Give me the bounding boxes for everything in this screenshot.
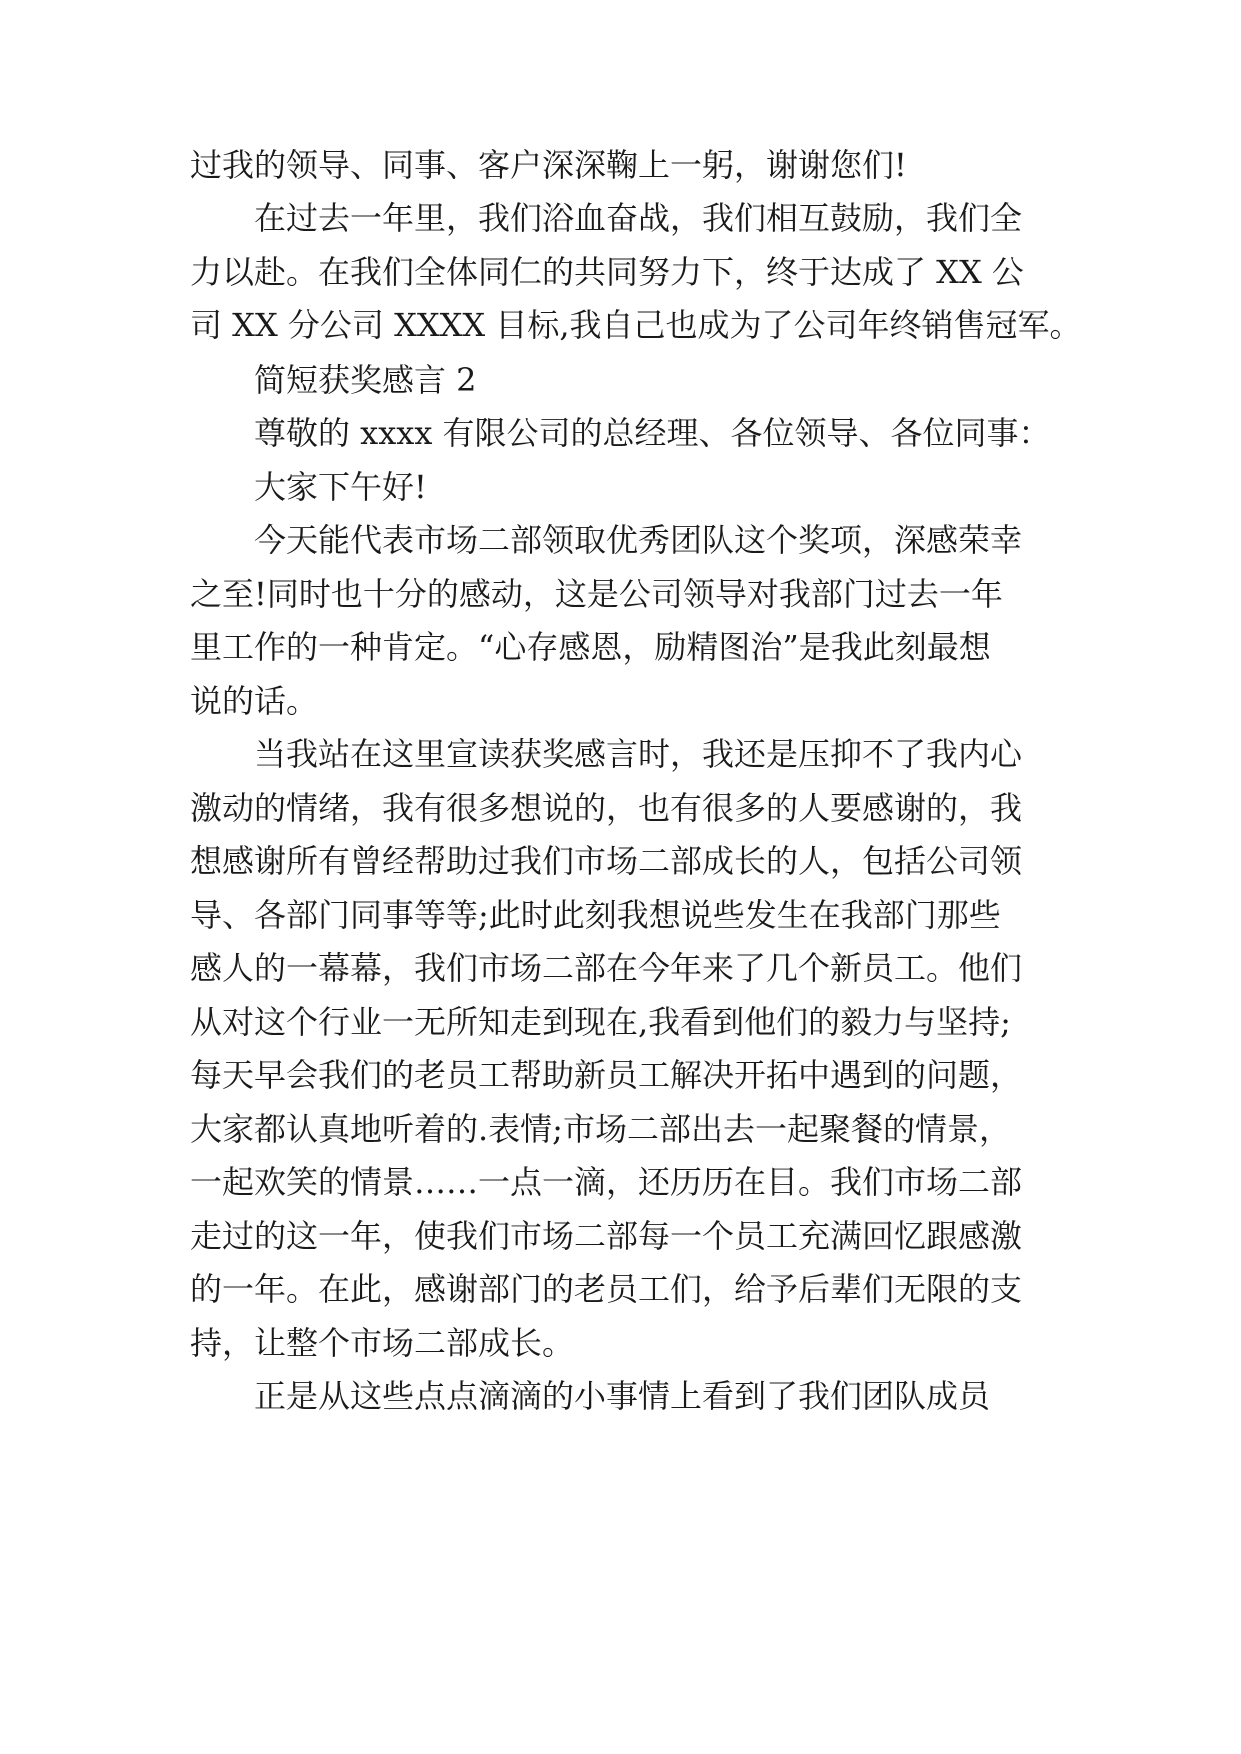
text-line: 正是从这些点点滴滴的小事情上看到了我们团队成员 <box>254 1377 991 1415</box>
text-line: 大家都认真地听着的.表情;市场二部出去一起聚餐的情景， <box>190 1110 1011 1148</box>
text-line: 感人的一幕幕，我们市场二部在今年来了几个新员工。他们 <box>190 949 1023 987</box>
text-line: 激动的情绪，我有很多想说的，也有很多的人要感谢的，我 <box>190 789 1023 827</box>
text-line: 今天能代表市场二部领取优秀团队这个奖项，深感荣幸 <box>254 521 1023 559</box>
text-line: 里工作的一种肯定。“心存感恩，励精图治”是我此刻最想 <box>190 628 991 666</box>
text-line: 过我的领导、同事、客户深深鞠上一躬，谢谢您们! <box>190 146 907 184</box>
section-heading: 简短获奖感言 2 <box>254 361 477 399</box>
text-line: 当我站在这里宣读获奖感言时，我还是压抑不了我内心 <box>254 735 1023 773</box>
text-line: 每天早会我们的老员工帮助新员工解决开拓中遇到的问题， <box>190 1056 1023 1094</box>
text-line: 之至!同时也十分的感动，这是公司领导对我部门过去一年 <box>190 575 1003 613</box>
salutation: 尊敬的 xxxx 有限公司的总经理、各位领导、各位同事： <box>254 414 1051 452</box>
text-line: 从对这个行业一无所知走到现在,我看到他们的毅力与坚持; <box>190 1003 1011 1041</box>
text-line: 想感谢所有曾经帮助过我们市场二部成长的人，包括公司领 <box>190 842 1023 880</box>
text-line: 导、各部门同事等等;此时此刻我想说些发生在我部门那些 <box>190 896 1001 934</box>
greeting: 大家下午好! <box>254 468 427 506</box>
text-line: 说的话。 <box>190 682 319 720</box>
text-line: 持，让整个市场二部成长。 <box>190 1324 575 1362</box>
text-line: 走过的这一年，使我们市场二部每一个员工充满回忆跟感激 <box>190 1217 1023 1255</box>
text-line: 的一年。在此，感谢部门的老员工们，给予后辈们无限的支 <box>190 1270 1023 1308</box>
text-line: 司 XX 分公司 XXXX 目标,我自己也成为了公司年终销售冠军。 <box>190 306 1082 344</box>
text-line: 力以赴。在我们全体同仁的共同努力下，终于达成了 XX 公 <box>190 253 1024 291</box>
text-line: 在过去一年里，我们浴血奋战，我们相互鼓励，我们全 <box>254 199 1023 237</box>
text-line: 一起欢笑的情景……一点一滴，还历历在目。我们市场二部 <box>190 1163 1023 1201</box>
